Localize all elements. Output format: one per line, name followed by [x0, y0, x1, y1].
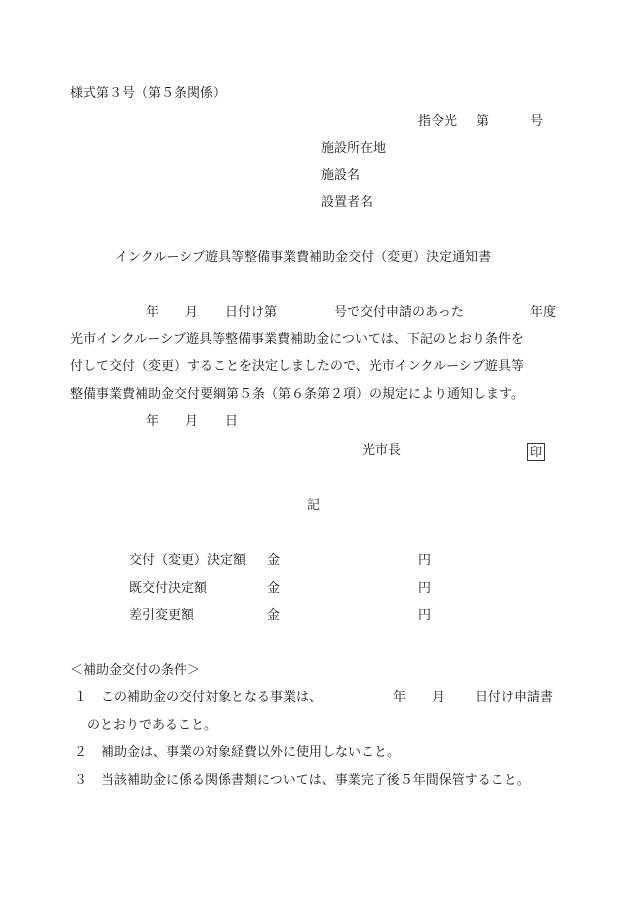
- condition-tail: 日付け申請書: [475, 690, 554, 705]
- amount-prefix: 金: [267, 608, 281, 623]
- amount-unit: 円: [418, 581, 432, 596]
- body-go: 号で交付申請のあった: [334, 305, 464, 320]
- body-hizuke: 日付け第: [225, 305, 278, 320]
- condition-number: ２: [74, 745, 88, 760]
- amount-label: 差引変更額: [129, 608, 195, 623]
- body-line-4: 整備事業費補助金交付要綱第５条（第６条第２項）の規定により通知します。: [70, 387, 524, 402]
- directive-dai: 第: [476, 114, 490, 129]
- facility-address-label: 施設所在地: [321, 141, 387, 156]
- facility-name-label: 施設名: [321, 168, 361, 183]
- body-line-3: 付して交付（変更）することを決定しましたので、光市インクルーシブ遊具等: [70, 359, 524, 374]
- condition-text: 補助金は、事業の対象経費以外に使用しないこと。: [101, 745, 401, 760]
- amount-label: 交付（変更）決定額: [129, 553, 247, 568]
- owner-name-label: 設置者名: [321, 195, 374, 210]
- date-hi: 日: [225, 414, 239, 429]
- ki-heading: 記: [307, 498, 321, 513]
- condition-tsuki: 月: [432, 690, 446, 705]
- condition-continuation: のとおりであること。: [87, 718, 218, 733]
- amount-prefix: 金: [267, 581, 281, 596]
- body-nendo: 年度: [530, 305, 557, 320]
- date-nen: 年: [146, 414, 160, 429]
- condition-number: ３: [74, 773, 88, 788]
- body-tsuki: 月: [185, 305, 199, 320]
- condition-text: この補助金の交付対象となる事業は、: [101, 690, 323, 705]
- form-number: 様式第３号（第５条関係）: [70, 86, 227, 101]
- condition-number: １: [74, 690, 88, 705]
- date-tsuki: 月: [185, 414, 199, 429]
- body-line-2: 光市インクルーシブ遊具等整備事業費補助金については、下記のとおり条件を: [70, 332, 524, 347]
- amount-unit: 円: [418, 553, 432, 568]
- seal-mark: 印: [527, 443, 545, 461]
- amount-prefix: 金: [267, 553, 281, 568]
- amount-unit: 円: [418, 608, 432, 623]
- directive-prefix: 指令光: [418, 114, 458, 129]
- document-title: インクルーシブ遊具等整備事業費補助金交付（変更）決定通知書: [115, 250, 492, 265]
- mayor-title: 光市長: [362, 443, 402, 458]
- amount-label: 既交付決定額: [129, 581, 208, 596]
- directive-go: 号: [530, 114, 544, 129]
- body-nen: 年: [146, 305, 160, 320]
- condition-nen: 年: [393, 690, 407, 705]
- condition-text: 当該補助金に係る関係書類については、事業完了後５年間保管すること。: [101, 773, 530, 788]
- conditions-heading: ＜補助金交付の条件＞: [70, 663, 201, 678]
